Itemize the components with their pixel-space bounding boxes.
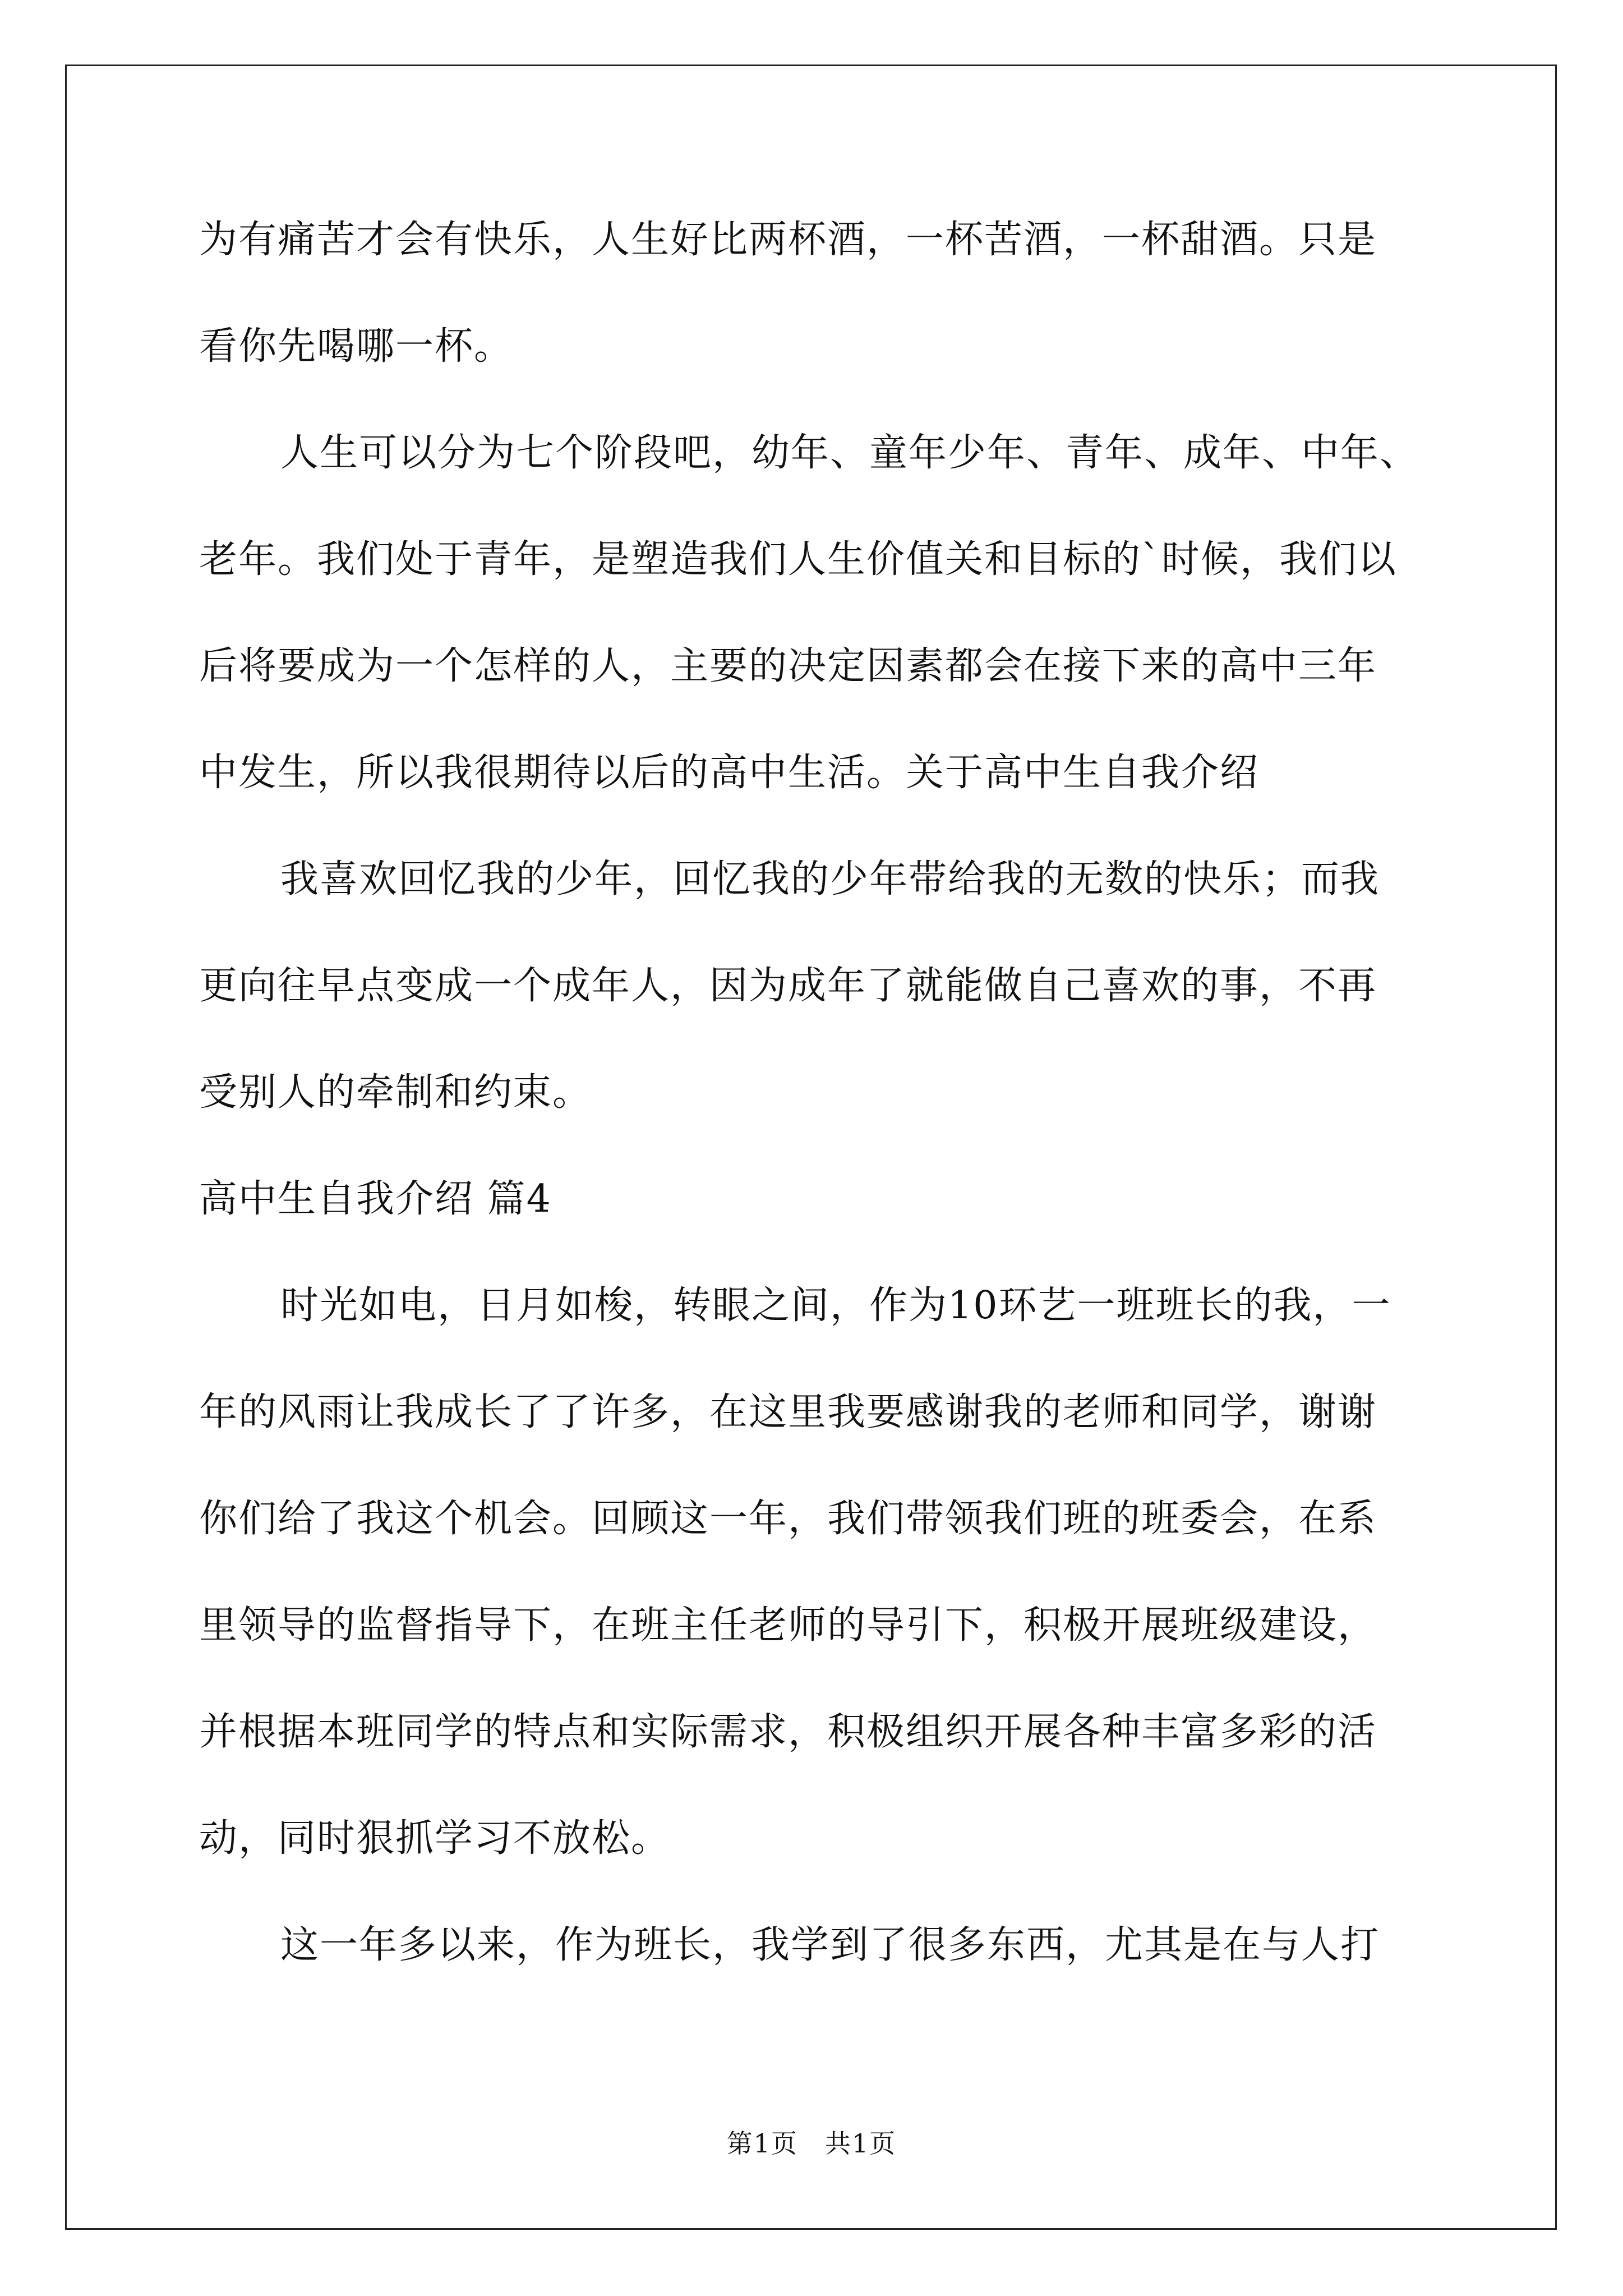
text-line: 我喜欢回忆我的少年，回忆我的少年带给我的无数的快乐；而我 bbox=[280, 857, 1380, 901]
text-line: 中发生，所以我很期待以后的高中生活。关于高中生自我介绍 bbox=[199, 751, 1260, 795]
text-line: 看你先喝哪一杯。 bbox=[199, 324, 514, 369]
text-line: 里领导的监督指导下，在班主任老师的导引下，积极开展班级建设， bbox=[199, 1603, 1377, 1648]
text-line: 并根据本班同学的特点和实际需求，积极组织开展各种丰富多彩的活 bbox=[199, 1710, 1377, 1754]
text-line: 后将要成为一个怎样的人，主要的决定因素都会在接下来的高中三年 bbox=[199, 644, 1377, 688]
section-heading: 高中生自我介绍 篇4 bbox=[199, 1177, 552, 1221]
page-footer bbox=[0, 2123, 1623, 2160]
document-body bbox=[199, 213, 1441, 1972]
page-number: 第1页 bbox=[726, 2128, 798, 2159]
text-line: 为有痛苦才会有快乐，人生好比两杯酒，一杯苦酒，一杯甜酒。只是 bbox=[199, 218, 1377, 262]
text-line: 受别人的牵制和约束。 bbox=[199, 1070, 592, 1115]
text-line: 时光如电，日月如梭，转眼之间，作为10环艺一班班长的我，一 bbox=[280, 1283, 1391, 1328]
text-line: 老年。我们处于青年，是塑造我们人生价值关和目标的`时候，我们以 bbox=[199, 537, 1398, 582]
text-line: 更向往早点变成一个成年人，因为成年了就能做自己喜欢的事，不再 bbox=[199, 964, 1377, 1008]
text-line: 这一年多以来，作为班长，我学到了很多东西，尤其是在与人打 bbox=[280, 1923, 1380, 1967]
text-line: 你们给了我这个机会。回顾这一年，我们带领我们班的班委会，在系 bbox=[199, 1497, 1377, 1541]
page-total: 共1页 bbox=[825, 2128, 897, 2159]
text-line: 年的风雨让我成长了了许多，在这里我要感谢我的老师和同学，谢谢 bbox=[199, 1390, 1377, 1434]
text-line: 人生可以分为七个阶段吧，幼年、童年少年、青年、成年、中年、 bbox=[280, 431, 1419, 475]
text-line: 动，同时狠抓学习不放松。 bbox=[199, 1816, 671, 1861]
